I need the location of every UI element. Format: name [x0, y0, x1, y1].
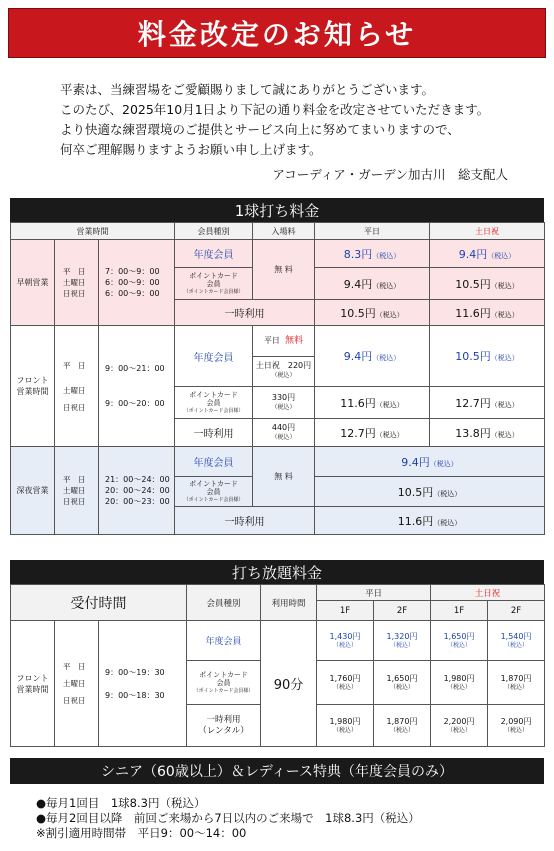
day-label: 日祝日 [63, 402, 86, 412]
entry-fee-value: 330円 [271, 392, 296, 402]
price-cell [315, 326, 430, 387]
hours-cell [99, 240, 175, 326]
list-item: ※割引適用時間帯 平日9：00～14：00 [36, 826, 247, 840]
header-weekend: 土日祝 [431, 585, 545, 601]
tax-label: （税込） [375, 430, 404, 439]
intro-line: このたび、2025年10月1日より下記の通り料金を改定させていただきます。 [60, 102, 490, 117]
point-card-note: （ポイントカード会員様） [193, 687, 254, 694]
member-type-single [187, 705, 261, 747]
signature: アコーディア・ガーデン加古川 総支配人 [272, 167, 508, 182]
entry-fee-single [253, 419, 315, 447]
price-cell [315, 268, 430, 300]
member-type-point-card [175, 477, 253, 507]
price-value: 1,760円 [329, 673, 361, 683]
tax-label: （税込） [487, 251, 516, 260]
tax-label: （税込） [390, 726, 415, 734]
price-value: 12.7円 [340, 426, 376, 440]
day-label: 土曜日 [63, 385, 86, 395]
price-cell [317, 661, 374, 705]
member-type-single: 一時利用 [175, 419, 253, 447]
days-cell [55, 326, 99, 447]
tax-label: （税込） [390, 683, 415, 691]
point-card-label-2: 会員 [206, 279, 221, 288]
member-type-annual: 年度会員 [175, 447, 253, 477]
hours-cell [99, 621, 187, 747]
tax-label: （税込） [504, 641, 529, 649]
price-cell [430, 326, 545, 387]
hours-label: 20：00～23：00 [105, 497, 170, 506]
header-floor: 1F [317, 601, 374, 621]
price-cell [431, 621, 488, 661]
section-title-unlimited: 打ち放題料金 [10, 560, 544, 584]
tax-label: （税込） [271, 433, 296, 441]
tax-label: （税込） [271, 372, 296, 380]
price-cell [430, 419, 545, 447]
price-cell [430, 268, 545, 300]
price-cell [315, 419, 430, 447]
zone-label: フロント [16, 673, 49, 683]
price-cell [374, 705, 431, 747]
price-cell [430, 387, 545, 419]
zone-late: 深夜営業 [11, 447, 55, 535]
header-floor: 2F [374, 601, 431, 621]
tax-label: （税込） [447, 641, 472, 649]
price-cell [315, 240, 430, 268]
hours-cell [99, 326, 175, 447]
header-floor: 2F [488, 601, 545, 621]
zone-label: 営業時間 [16, 684, 49, 694]
header-member-type: 会員種別 [175, 223, 253, 240]
tax-label: （税込） [372, 354, 401, 362]
intro-line: 平素は、当練習場をご愛顧賜りまして誠にありがとうございます。 [60, 82, 435, 97]
tax-label: （税込） [375, 310, 404, 319]
table-row [11, 621, 545, 661]
price-value: 10.5円 [455, 350, 491, 363]
price-cell [317, 621, 374, 661]
day-label: 平 日 [63, 267, 86, 276]
day-label: 土曜日 [63, 486, 86, 495]
tax-label: （税込） [447, 726, 472, 734]
price-value: 1,540円 [500, 631, 532, 641]
point-card-label: ポイントカード [199, 670, 248, 679]
day-label: 土曜日 [63, 278, 86, 287]
entry-fee: 無 料 [253, 447, 315, 507]
single-label: 一時利用 [206, 714, 241, 725]
entry-fee-point [253, 387, 315, 419]
price-cell [315, 447, 545, 477]
days-cell [55, 240, 99, 326]
hours-label: 6：00～9：00 [105, 289, 160, 298]
price-value: 1,650円 [443, 631, 475, 641]
entry-fee: 無 料 [253, 240, 315, 300]
hours-label: 7：00～9：00 [105, 267, 160, 276]
member-type-annual: 年度会員 [175, 240, 253, 268]
entry-weekday-value: 無料 [285, 335, 304, 346]
header-floor: 1F [431, 601, 488, 621]
price-cell [430, 240, 545, 268]
tax-label: （税込） [490, 310, 519, 319]
price-cell [488, 705, 545, 747]
intro-line: 何卒ご理解賜りますようお願い申し上げます。 [60, 142, 322, 157]
member-type-single: 一時利用 [175, 300, 315, 326]
zone-early: 早朝営業 [11, 240, 55, 326]
price-value: 1,320円 [386, 631, 418, 641]
price-value: 2,090円 [500, 716, 532, 726]
hours-label: 6：00～9：00 [105, 278, 160, 287]
entry-weekday-label: 平日 [263, 335, 280, 345]
day-label: 土曜日 [63, 679, 86, 688]
price-value: 10.5円 [340, 306, 376, 320]
table-row [11, 447, 545, 477]
tax-label: （税込） [490, 400, 519, 409]
point-card-note: （ポイントカード会員様） [183, 496, 244, 503]
point-card-label: ポイントカード [189, 479, 238, 488]
tax-label: （税込） [490, 281, 519, 290]
intro-text [60, 80, 530, 160]
tax-label: （税込） [332, 683, 357, 691]
price-cell [488, 661, 545, 705]
price-value: 13.8円 [455, 426, 491, 440]
price-value: 11.6円 [397, 514, 434, 528]
tax-label: （税込） [390, 641, 415, 649]
price-value: 11.6円 [455, 306, 491, 320]
section-title-senior-ladies: シニア（60歳以上）＆レディース特典（年度会員のみ） [10, 758, 544, 784]
entry-fee-annual [253, 326, 315, 387]
header-hours: 営業時間 [11, 223, 175, 240]
member-type-point-card [175, 387, 253, 419]
price-value: 1,870円 [386, 716, 418, 726]
price-value: 9.4円 [343, 350, 373, 363]
tax-label: （税込） [490, 430, 519, 439]
tax-label: （税込） [433, 518, 462, 527]
hours-label: 21：00～24：00 [105, 475, 170, 484]
price-value: 9.4円 [401, 455, 430, 469]
point-card-label-2: 会員 [206, 487, 221, 496]
hours-label: 9：00～19：30 [105, 667, 165, 677]
price-value: 9.4円 [458, 247, 488, 261]
point-card-note: （ポイントカード会員様） [183, 407, 244, 414]
entry-weekend-value: 土日祝 220円 [255, 361, 312, 371]
tax-label: （税込） [372, 281, 401, 290]
price-value: 2,200円 [443, 716, 475, 726]
header-reception: 受付時間 [11, 585, 187, 621]
price-cell [374, 661, 431, 705]
price-value: 1,870円 [500, 673, 532, 683]
table-header-row [11, 585, 545, 601]
tax-label: （税込） [271, 403, 296, 411]
benefit-list [36, 796, 420, 841]
day-label: 平 日 [63, 475, 86, 484]
header-weekday: 平日 [315, 223, 430, 240]
member-type-annual: 年度会員 [187, 621, 261, 661]
header-entry-fee: 入場料 [253, 223, 315, 240]
header-weekend: 土日祝 [430, 223, 545, 240]
hours-cell [99, 447, 175, 535]
hours-label: 9：00～20：00 [105, 399, 165, 408]
point-card-label-2: 会員 [206, 398, 221, 407]
point-card-label: ポイントカード [189, 390, 238, 399]
price-value: 1,430円 [329, 631, 361, 641]
header-usage-time: 利用時間 [261, 585, 317, 621]
price-cell [431, 705, 488, 747]
tax-label: （税込） [375, 400, 404, 409]
price-value: 10.5円 [397, 485, 434, 499]
single-ball-price-table [10, 222, 545, 535]
tax-label: （税込） [447, 683, 472, 691]
price-cell [431, 661, 488, 705]
price-cell [315, 300, 430, 326]
list-item: ●毎月2回目以降 前回ご来場から7日以内のご来場で 1球8.3円（税込） [36, 811, 420, 825]
tax-label: （税込） [433, 489, 462, 498]
price-cell [315, 507, 545, 535]
section-title-single-ball: 1球打ち料金 [10, 198, 544, 222]
table-row [11, 326, 545, 387]
single-sub-label: （レンタル） [198, 725, 249, 736]
price-value: 1,650円 [386, 673, 418, 683]
price-value: 1,980円 [329, 716, 361, 726]
header-weekday: 平日 [317, 585, 431, 601]
tax-label: （税込） [504, 683, 529, 691]
price-value: 12.7円 [455, 396, 491, 410]
member-type-single: 一時利用 [175, 507, 315, 535]
price-value: 1,980円 [443, 673, 475, 683]
day-label: 日祝日 [63, 497, 86, 506]
price-cell [430, 300, 545, 326]
intro-line: より快適な練習環境のご提供とサービス向上に努めてまいりますので、 [60, 122, 460, 137]
tax-label: （税込） [372, 251, 401, 260]
zone-front [11, 621, 55, 747]
usage-time: 90分 [261, 621, 317, 747]
table-row [11, 240, 545, 268]
entry-fee-value: 440円 [271, 422, 296, 432]
header-member-type: 会員種別 [187, 585, 261, 621]
entry-fee-weekday [253, 326, 314, 356]
hours-label: 20：00～24：00 [105, 486, 170, 495]
tax-label: （税込） [429, 459, 458, 468]
price-value: 9.4円 [343, 277, 373, 291]
zone-front [11, 326, 55, 447]
hours-label: 9：00～21：00 [105, 364, 165, 373]
tax-label: （税込） [490, 354, 519, 362]
page-title: 料金改定のお知らせ [8, 8, 546, 58]
hours-label: 9：00～18：30 [105, 690, 165, 700]
zone-label: 営業時間 [16, 387, 49, 396]
price-value: 8.3円 [343, 247, 373, 261]
price-cell [315, 387, 430, 419]
days-cell [55, 621, 99, 747]
table-header-row [11, 223, 545, 240]
tax-label: （税込） [332, 641, 357, 649]
price-cell [315, 477, 545, 507]
day-label: 日祝日 [63, 696, 86, 705]
price-value: 10.5円 [455, 277, 491, 291]
days-cell [55, 447, 99, 535]
point-card-label: ポイントカード [189, 271, 238, 280]
list-item: ●毎月1回目 1球8.3円（税込） [36, 796, 206, 810]
price-cell [374, 621, 431, 661]
member-type-point-card [187, 661, 261, 705]
day-label: 平 日 [63, 662, 86, 671]
tax-label: （税込） [504, 726, 529, 734]
point-card-label-2: 会員 [216, 678, 231, 687]
day-label: 日祝日 [63, 289, 86, 298]
zone-label: フロント [16, 376, 49, 385]
member-type-point-card [175, 268, 253, 300]
entry-fee-weekend [253, 356, 314, 387]
tax-label: （税込） [332, 726, 357, 734]
price-cell [488, 621, 545, 661]
price-cell [317, 705, 374, 747]
price-value: 11.6円 [340, 396, 376, 410]
unlimited-price-table [10, 584, 545, 747]
day-label: 平 日 [63, 360, 86, 370]
point-card-note: （ポイントカード会員様） [183, 288, 244, 295]
member-type-annual: 年度会員 [175, 326, 253, 387]
